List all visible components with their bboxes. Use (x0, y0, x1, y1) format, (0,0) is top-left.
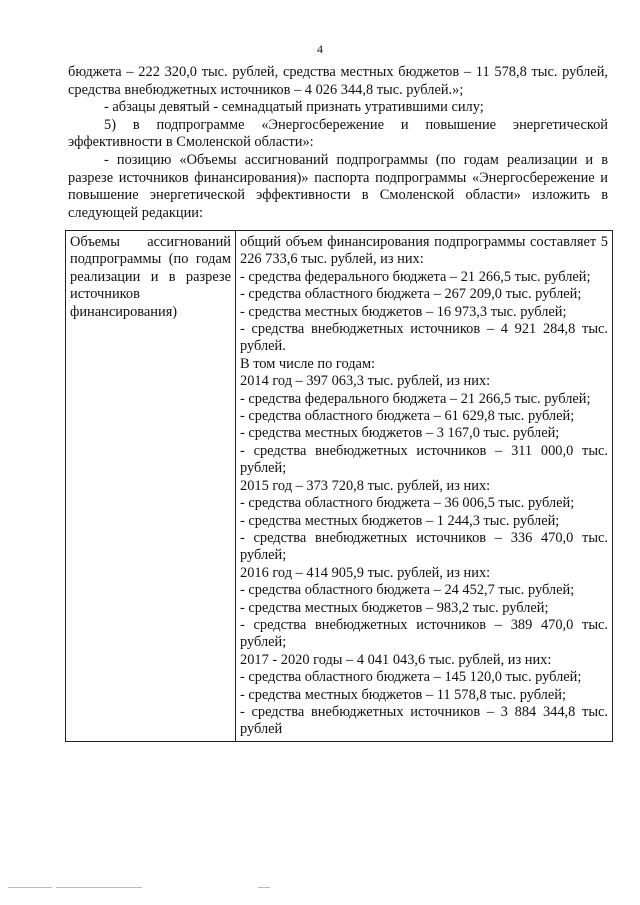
financing-line: - средства внебюджетных источников – 389 470,0 тыс. рублей; (240, 616, 608, 651)
financing-line: - средства местных бюджетов – 3 167,0 тыс. рублей; (240, 425, 560, 442)
financing-line: - средства местных бюджетов – 983,2 тыс. рублей; (240, 599, 549, 616)
financing-line: - средства областного бюджета – 36 006,5 тыс. рублей; (240, 495, 575, 512)
paragraph-repeal: - абзацы девятый - семнадцатый признать утратившими силу; (104, 99, 484, 116)
paragraph-position: - позицию «Объемы ассигнований подпрограммы (по годам реализации и в разрезе источников финансирования)» паспорта подпрограммы «Энергосбережение и повышение энергетической эффективности в Смоленской области» изложить в следующей редакции: (68, 151, 608, 221)
financing-line: - средства областного бюджета – 267 209,0 тыс. рублей; (240, 286, 582, 303)
financing-line: - средства областного бюджета – 145 120,0 тыс. рублей; (240, 669, 582, 686)
financing-line: - средства внебюджетных источников – 311 000,0 тыс. рублей; (240, 442, 608, 477)
financing-line: - средства федерального бюджета – 21 266,5 тыс. рублей; (240, 268, 591, 285)
financing-line: 2015 год – 373 720,8 тыс. рублей, из них: (240, 477, 491, 494)
footer-divider (56, 887, 142, 888)
financing-line: В том числе по годам: (240, 355, 376, 372)
financing-line: - средства внебюджетных источников – 3 884 344,8 тыс. рублей (240, 703, 608, 738)
footer-divider (258, 887, 270, 888)
financing-line: - средства федерального бюджета – 21 266,5 тыс. рублей; (240, 390, 591, 407)
table-cell-financing (236, 231, 613, 742)
financing-line: 2014 год – 397 063,3 тыс. рублей, из них: (240, 373, 491, 390)
financing-line: - средства областного бюджета – 24 452,7 тыс. рублей; (240, 582, 575, 599)
passport-table (65, 230, 613, 742)
paragraph-subprogram: 5) в подпрограмме «Энергосбережение и повышение энергетической эффективности в Смоленской области»: (68, 116, 608, 151)
financing-line: - средства областного бюджета – 61 629,8 тыс. рублей; (240, 408, 575, 425)
financing-line: - средства местных бюджетов – 11 578,8 тыс. рублей; (240, 686, 566, 703)
financing-line: - средства местных бюджетов – 16 973,3 тыс. рублей; (240, 303, 567, 320)
financing-line: - средства местных бюджетов – 1 244,3 тыс. рублей; (240, 512, 560, 529)
table-row (66, 231, 613, 742)
financing-line: - средства внебюджетных источников – 4 921 284,8 тыс. рублей. (240, 321, 608, 355)
document-body (68, 64, 608, 222)
page-number: 4 (317, 42, 323, 56)
paragraph-continuation: бюджета – 222 320,0 тыс. рублей, средства местных бюджетов – 11 578,8 тыс. рублей, средства внебюджетных источников – 4 026 344,8 тыс. рублей.»; (68, 64, 608, 98)
financing-line: 2016 год – 414 905,9 тыс. рублей, из них: (240, 564, 491, 581)
financing-line: общий объем финансирования подпрограммы составляет 5 226 733,6 тыс. рублей, из них: (240, 234, 608, 268)
footer-divider (8, 887, 52, 888)
financing-line: - средства внебюджетных источников – 336 470,0 тыс. рублей; (240, 529, 608, 564)
table-cell-label: Объемы ассигнований подпрограммы (по годам реализации и в разрезе источников финансирования) (66, 231, 236, 742)
financing-line: 2017 - 2020 годы – 4 041 043,6 тыс. рублей, из них: (240, 651, 552, 668)
